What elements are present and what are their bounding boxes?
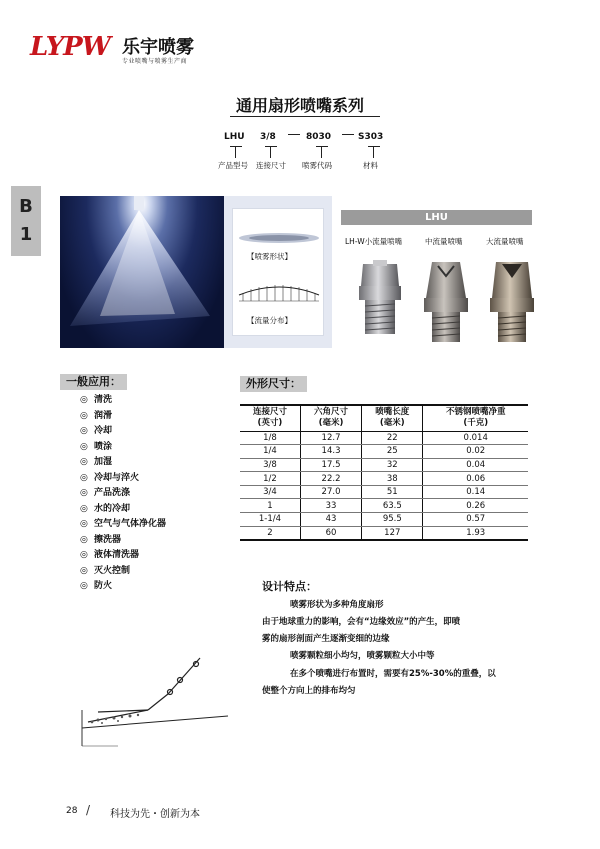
table-cell: 0.57 [423,513,528,527]
spray-photo [60,196,224,348]
page-title: 通用扇形喷嘴系列 [235,96,364,115]
bullet-icon: ◎ [80,441,88,452]
table-cell: 0.26 [423,499,528,513]
table-cell: 3/8 [240,458,300,472]
table-cell: 17.5 [300,458,361,472]
table-cell: 1/8 [240,431,300,445]
table-cell: 127 [362,526,423,540]
model-code-diagram [218,132,408,178]
table-row [240,485,528,499]
table-cell: 0.014 [423,431,528,445]
feature-line: 由于地球重力的影响，会有“边缘效应”的产生，即喷 [262,617,461,627]
application-item [80,470,220,486]
table-cell: 95.5 [362,513,423,527]
table-cell: 1/2 [240,472,300,486]
application-label: 润滑 [94,410,113,421]
code-part-size: 3/8 [260,132,276,142]
code-part-material: S303 [358,132,384,142]
code-part-model: LHU [224,132,245,142]
table-row [240,526,528,540]
flow-distribution-chart [237,281,321,303]
code-label-material: 材料 [363,161,378,170]
application-label: 灭火控制 [94,565,131,576]
application-label: 水的冷却 [94,503,131,514]
application-label: 冷却与淬火 [94,472,140,483]
table-cell: 1 [240,499,300,513]
application-label: 擦洗器 [94,534,122,545]
flow-distribution-label: 【流量分布】 [247,316,292,325]
table-cell: 22.2 [300,472,361,486]
feature-line: 雾的扇形剖面产生逐渐变细的边缘 [262,634,390,644]
table-row [240,445,528,459]
table-cell: 1/4 [240,445,300,459]
application-item [80,578,220,594]
table-cell: 51 [362,485,423,499]
table-cell: 0.14 [423,485,528,499]
code-dash [288,134,300,135]
application-item [80,532,220,548]
application-item [80,392,220,408]
spray-cone-image [60,196,224,348]
application-item [80,563,220,579]
code-part-spray: 8030 [306,132,332,142]
applications-list [80,392,220,594]
footer-slogan: 科技为先・创新为本 [110,809,200,820]
code-bracket [270,146,271,158]
brand-logo [30,32,260,72]
variant-label-medium: 中流量喷嘴 [425,237,463,246]
application-label: 液体清洗器 [94,550,140,560]
column-header: 不锈钢喷嘴净重 (千克) [423,405,528,431]
table-row [240,431,528,445]
code-bracket [235,146,236,158]
section-tab-letter: B [19,196,33,217]
table-row [240,472,528,486]
nozzle-small-image [355,258,405,340]
code-dash [342,134,354,135]
application-label: 防火 [94,581,113,591]
application-label: 空气与气体净化器 [94,519,167,529]
table-row [240,513,528,527]
code-bracket [321,146,322,158]
footer-separator: / [86,803,91,817]
bullet-icon: ◎ [80,426,88,436]
variant-label-large: 大流量喷嘴 [486,237,524,246]
brand-tagline: 专业喷嘴与喷雾生产商 [122,58,188,65]
table-row [240,499,528,513]
bullet-icon: ◎ [80,581,88,591]
dimensions-heading: 外形尺寸： [240,376,307,392]
table-cell: 60 [300,526,361,540]
code-label-spray: 喷雾代码 [302,161,332,170]
table-cell: 14.3 [300,445,361,459]
application-label: 冷却 [94,426,113,436]
table-row [240,458,528,472]
bullet-icon: ◎ [80,503,88,514]
application-item [80,485,220,501]
feature-line: 使整个方向上的排布均匀 [262,686,356,696]
bullet-icon: ◎ [80,565,88,576]
table-cell: 2 [240,526,300,540]
table-cell: 38 [362,472,423,486]
table-cell: 0.02 [423,445,528,459]
table-cell: 32 [362,458,423,472]
application-item [80,454,220,470]
application-label: 清洗 [94,395,113,405]
feature-line: 在多个喷嘴进行布置时，需要有25%-30%的重叠，以 [290,669,496,679]
table-cell: 12.7 [300,431,361,445]
application-label: 喷涂 [94,441,113,452]
bullet-icon: ◎ [80,519,88,529]
table-cell: 0.04 [423,458,528,472]
section-tab [11,186,41,256]
table-cell: 3/4 [240,485,300,499]
spray-shape-image [237,231,321,245]
code-label-size: 连接尺寸 [256,161,286,170]
spray-pattern-card [232,208,324,336]
application-item [80,547,220,563]
bullet-icon: ◎ [80,488,88,498]
application-item [80,516,220,532]
application-item [80,501,220,517]
brand-name: 乐宇喷雾 [122,37,194,58]
variant-label-small: LH-W小流量喷嘴 [345,237,403,246]
table-header-row [240,405,528,431]
code-bracket [373,146,374,158]
application-item [80,439,220,455]
table-cell: 43 [300,513,361,527]
bullet-icon: ◎ [80,534,88,545]
title-underline [230,116,380,117]
table-cell: 1-1/4 [240,513,300,527]
installation-sketch [78,650,238,750]
nozzle-large-image [486,262,538,346]
table-cell: 0.06 [423,472,528,486]
logo-mark: LYPW [30,32,110,62]
table-cell: 25 [362,445,423,459]
dimensions-table [240,404,528,541]
table-cell: 33 [300,499,361,513]
code-label-model: 产品型号 [218,161,248,170]
features-heading: 设计特点： [262,580,317,593]
application-label: 加湿 [94,457,113,467]
nozzle-medium-image [420,262,472,346]
series-banner: LHU [341,210,532,225]
table-cell: 27.0 [300,485,361,499]
section-tab-number: 1 [19,224,33,245]
bullet-icon: ◎ [80,550,88,560]
bullet-icon: ◎ [80,457,88,467]
bullet-icon: ◎ [80,472,88,483]
column-header: 六角尺寸 (毫米) [300,405,361,431]
feature-line: 喷雾形状为多种角度扇形 [290,600,384,610]
table-cell: 22 [362,431,423,445]
spray-pattern-panel [224,196,332,348]
feature-line: 喷雾颗粒细小均匀，喷雾颗粒大小中等 [290,651,435,661]
table-cell: 63.5 [362,499,423,513]
bullet-icon: ◎ [80,395,88,405]
applications-heading: 一般应用： [60,374,127,390]
application-label: 产品洗涤 [94,488,131,498]
application-item [80,408,220,424]
page-number: 28 [66,806,78,816]
column-header: 连接尺寸 (英寸) [240,405,300,431]
table-cell: 1.93 [423,526,528,540]
column-header: 喷嘴长度 (毫米) [362,405,423,431]
spray-shape-label: 【喷雾形状】 [247,252,292,261]
application-item [80,423,220,439]
bullet-icon: ◎ [80,410,88,421]
